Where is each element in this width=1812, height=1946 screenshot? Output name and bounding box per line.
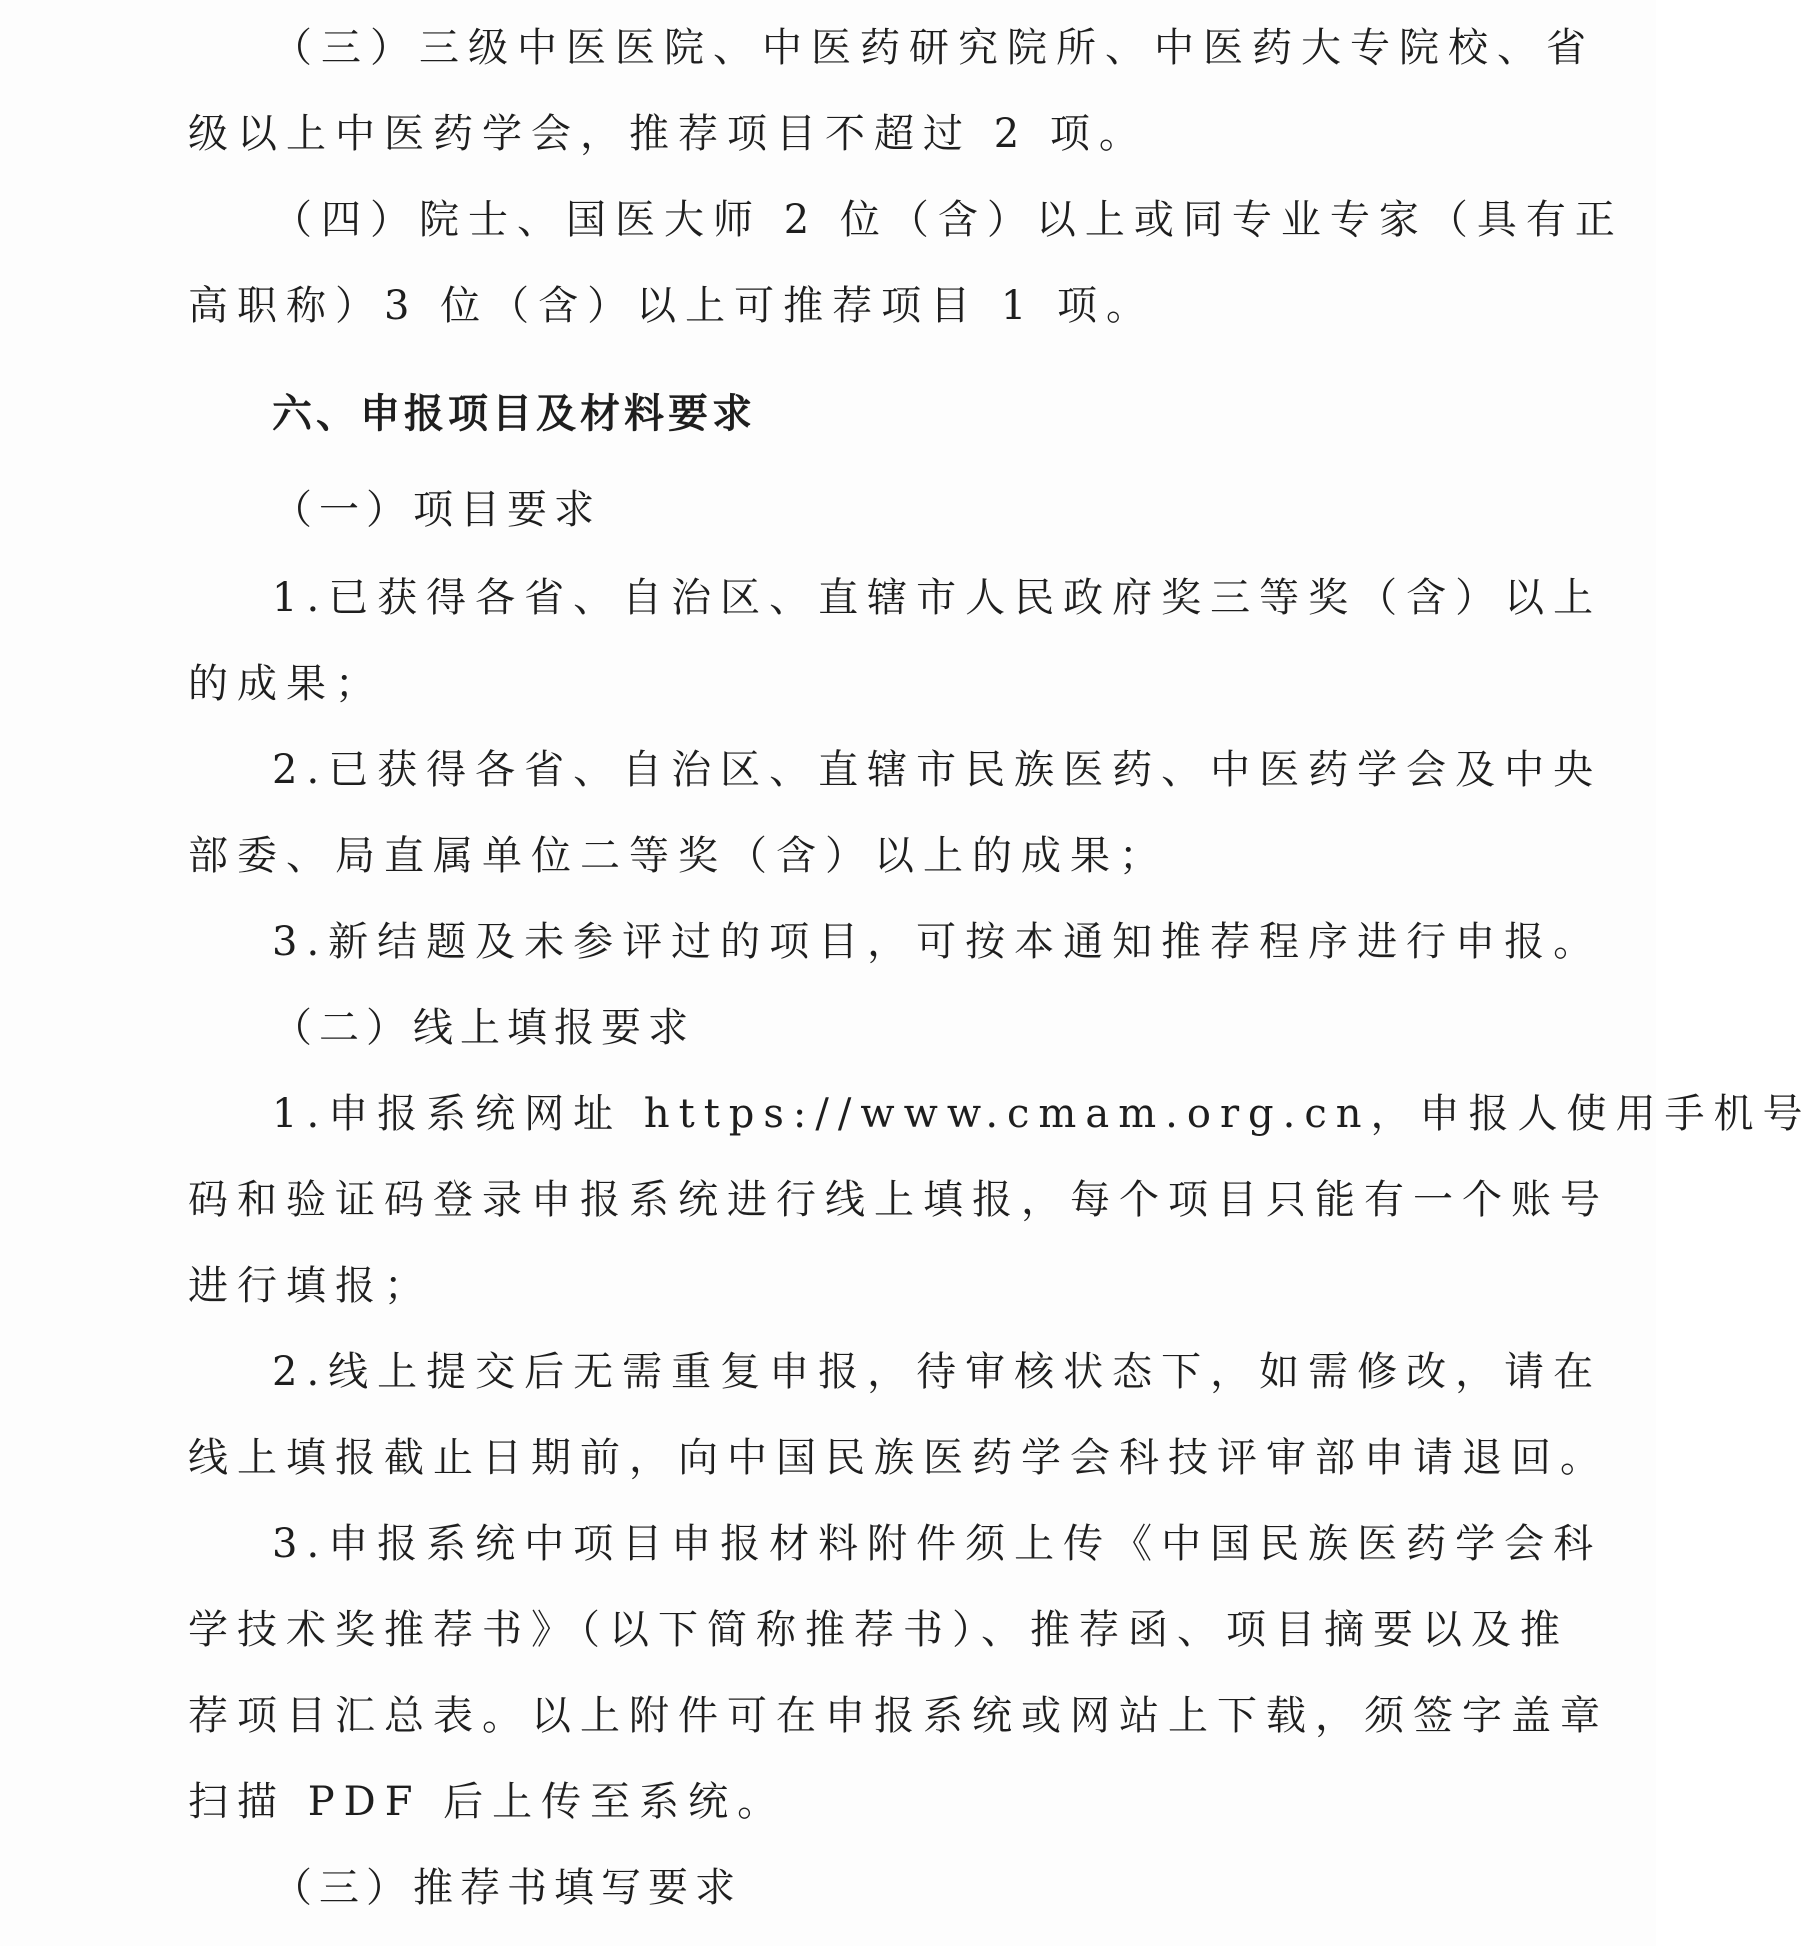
list-item-line: 2.已获得各省、自治区、直辖市民族医药、中医药学会及中央: [272, 747, 1603, 793]
list-item-line: 学技术奖推荐书》（以下简称推荐书）、推荐函、项目摘要以及推: [188, 1607, 1569, 1653]
list-item-line: 码和验证码登录申报系统进行线上填报，每个项目只能有一个账号: [188, 1177, 1609, 1223]
list-item-line: 1.申报系统网址 https://www.cmam.org.cn，申报人使用手机号: [272, 1091, 1812, 1137]
paragraph-line: （三）三级中医医院、中医药研究院所、中医药大专院校、省: [272, 25, 1595, 71]
paragraph-line: 高职称）3 位（含）以上可推荐项目 1 项。: [188, 283, 1156, 329]
list-item-line: 扫描 PDF 后上传至系统。: [188, 1779, 787, 1825]
subsection-heading: （三）推荐书填写要求: [272, 1865, 742, 1911]
list-item-line: 荐项目汇总表。以上附件可在申报系统或网站上下载，须签字盖章: [188, 1693, 1609, 1739]
section-heading: 六、申报项目及材料要求: [272, 391, 756, 437]
list-item-line: 3.申报系统中项目申报材料附件须上传《中国民族医药学会科: [272, 1521, 1603, 1567]
list-item-line: 2.线上提交后无需重复申报，待审核状态下，如需修改，请在: [272, 1349, 1603, 1395]
list-item-line: 1.已获得各省、自治区、直辖市人民政府奖三等奖（含）以上: [272, 575, 1603, 621]
list-item-line: 3.新结题及未参评过的项目，可按本通知推荐程序进行申报。: [272, 919, 1603, 965]
list-item-line: 线上填报截止日期前，向中国民族医药学会科技评审部申请退回。: [188, 1435, 1609, 1481]
subsection-heading: （一）项目要求: [272, 487, 601, 533]
list-item-line: 的成果；: [188, 661, 384, 707]
list-item-line: 部委、局直属单位二等奖（含）以上的成果；: [188, 833, 1168, 879]
list-item-line: 进行填报；: [188, 1263, 433, 1309]
paragraph-line: 级以上中医药学会，推荐项目不超过 2 项。: [188, 111, 1148, 157]
paragraph-line: （四）院士、国医大师 2 位（含）以上或同专业专家（具有正: [272, 197, 1624, 243]
subsection-heading: （二）线上填报要求: [272, 1005, 695, 1051]
